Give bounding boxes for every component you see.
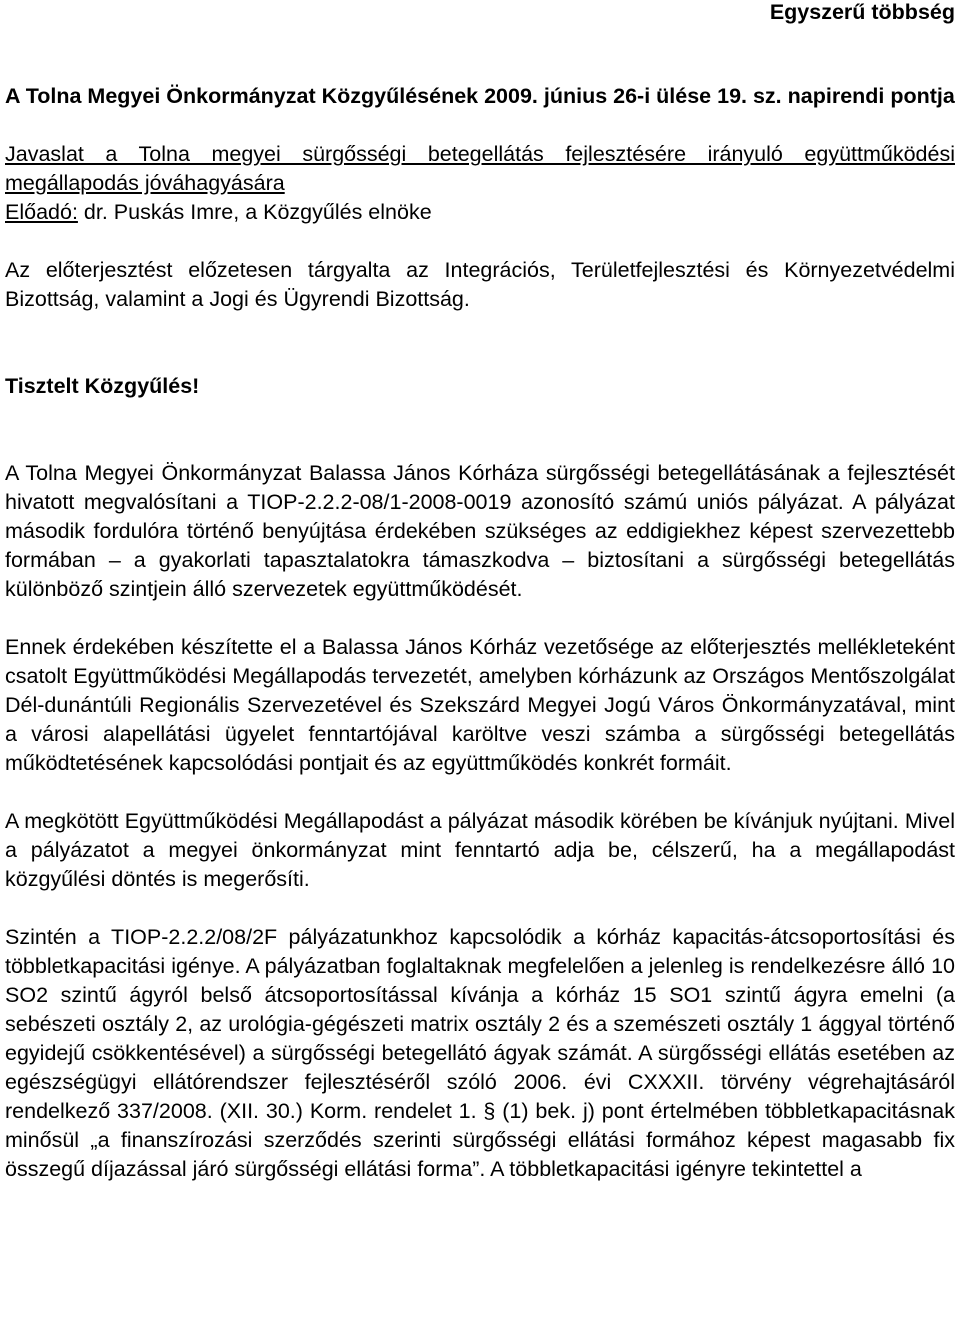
document-page	[5, 0, 955, 1184]
majority-type-label: Egyszerű többség	[769, 0, 955, 24]
body-paragraph-1: A Tolna Megyei Önkormányzat Balassa János Kórháza sürgősségi betegellátásának a fejlesztését hivatott megvalósítani a TIOP-2.2.2-08/1-2008-0019 azonosító számú uniós pályázat. A pályázat második fordulóra történő benyújtása érdekében szükséges az eddigiekhez képest szervezettebb formában – a gyakorlati tapasztalatokra támaszkodva – biztosítani a sürgősségi betegellátás különböző szintjein álló szervezetek együttműködését.	[5, 461, 955, 601]
prior-review-paragraph: Az előterjesztést előzetesen tárgyalta az Integrációs, Területfejlesztési és Környezetvédelmi Bizottság, valamint a Jogi és Ügyrendi Bizottság.	[5, 258, 955, 311]
presenter-line	[5, 198, 955, 227]
proposal-block	[5, 140, 955, 227]
body-paragraph-3: A megkötött Együttműködési Megállapodást a pályázat második körében be kívánjuk nyújtani. Mivel a pályázatot a megyei önkormányzat mint fenntartó adja be, célszerű, ha a megállapodást közgyűlési döntés is megerősíti.	[5, 809, 955, 891]
presenter-name: dr. Puskás Imre, a Közgyűlés elnöke	[77, 200, 432, 224]
presenter-label: Előadó:	[5, 200, 78, 224]
agenda-heading: A Tolna Megyei Önkormányzat Közgyűlésének 2009. június 26-i ülése 19. sz. napirendi pontja	[5, 84, 955, 108]
salutation: Tisztelt Közgyűlés!	[5, 374, 200, 398]
body-paragraph-2: Ennek érdekében készítette el a Balassa János Kórház vezetősége az előterjesztés mellékleteként csatolt Együttműködési Megállapodás tervezetét, amelyben kórházunk az Országos Mentőszolgálat Dél-dunántúli Regionális Szervezetével és Szekszárd Megyei Jogú Város Önkormányzatával, mint a városi alapellátási ügyelet fenntartójával karöltve veszi számba a sürgősségi betegellátás működtetésének kapcsolódási pontjait és az együttműködés konkrét formáit.	[5, 635, 955, 775]
proposal-title: Javaslat a Tolna megyei sürgősségi betegellátás fejlesztésére irányuló együttműködési megállapodás jóváhagyására	[5, 142, 955, 195]
body-paragraph-4: Szintén a TIOP-2.2.2/08/2F pályázatunkhoz kapcsolódik a kórház kapacitás-átcsoportosítási és többletkapacitási igénye. A pályázatban foglaltaknak megfelelően a jelenleg is rendelkezésre álló 10 SO2 szintű ágyról belső átcsoportosítással kívánja a kórház 15 SO1 szintű ágyra emelni (a sebészeti osztály 2, az urológia-gégészeti matrix osztály 2 és a szemészeti osztály 1 ággyal történő egyidejű csökkentésével) a sürgősségi betegellátó ágyak számát. A sürgősségi ellátás esetében az egészségügyi ellátórendszer fejlesztéséről szóló 2006. évi CXXXII. törvény végrehajtásáról rendelkező 337/2008. (XII. 30.) Korm. rendelet 1. § (1) bek. j) pont értelmében többletkapacitásnak minősül „a finanszírozási szerződés szerinti sürgősségi ellátási formához képest magasabb fix összegű díjazással járó sürgősségi ellátási forma”. A többletkapacitási igényre tekintettel a	[5, 925, 955, 1181]
